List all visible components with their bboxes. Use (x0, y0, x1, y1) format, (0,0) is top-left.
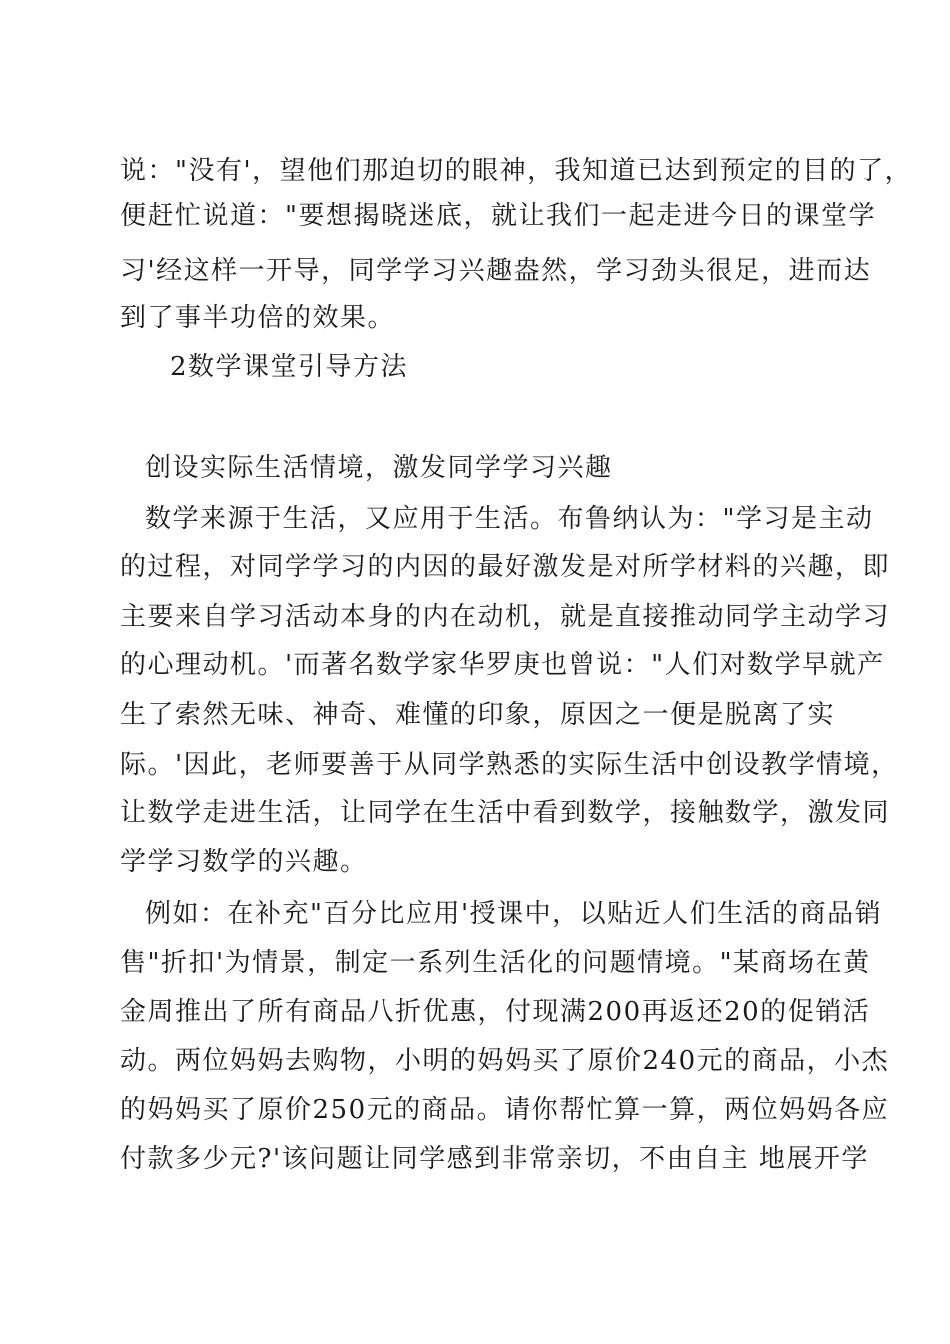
paragraph-line: 主要来自学习活动本身的内在动机，就是直接推动同学主动学习 (120, 602, 891, 632)
paragraph-line: 学学习数学的兴趣。 (120, 847, 368, 877)
paragraph-line: 的过程，对同学学习的内因的最好激发是对所学材料的兴趣，即 (120, 552, 891, 582)
paragraph-line: 售"折扣'为情景，制定一系列生活化的问题情境。"某商场在黄 (120, 948, 871, 978)
paragraph-line: 说："没有'，望他们那迫切的眼神，我知道已达到预定的目的了， (120, 156, 913, 186)
subsection-heading: 创设实际生活情境，激发同学学习兴趣 (145, 453, 613, 483)
paragraph-line: 例如：在补充"百分比应用'授课中，以贴近人们生活的商品销 (145, 899, 883, 929)
paragraph-line: 生了索然无味、神奇、难懂的印象，原因之一便是脱离了实 (120, 700, 836, 730)
paragraph-line: 动。两位妈妈去购物，小明的妈妈买了原价240元的商品，小杰 (120, 1046, 890, 1076)
paragraph-line: 际。'因此，老师要善于从同学熟悉的实际生活中创设教学情境， (120, 750, 899, 780)
paragraph-line: 让数学走进生活，让同学在生活中看到数学，接触数学，激发同 (120, 798, 891, 828)
paragraph-line: 便赶忙说道："要想揭晓迷底，就让我们一起走进今日的课堂学 (120, 201, 876, 231)
paragraph-line: 的心理动机。'而著名数学家华罗庚也曾说："人们对数学早就产 (120, 650, 885, 680)
paragraph-line: 到了事半功倍的效果。 (120, 303, 396, 333)
paragraph-line: 金周推出了所有商品八折优惠，付现满200再返还20的促销活 (120, 997, 871, 1027)
paragraph-line: 数学来源于生活，又应用于生活。布鲁纳认为："学习是主动 (145, 504, 874, 534)
paragraph-line: 付款多少元?'该问题让同学感到非常亲切，不由自主 地展开学 (120, 1144, 869, 1174)
paragraph-line: 习'经这样一开导，同学学习兴趣盎然，学习劲头很足，进而达 (120, 256, 872, 286)
section-heading: 2数学课堂引导方法 (170, 352, 409, 382)
paragraph-line: 的妈妈买了原价250元的商品。请你帮忙算一算，两位妈妈各应 (120, 1095, 890, 1125)
